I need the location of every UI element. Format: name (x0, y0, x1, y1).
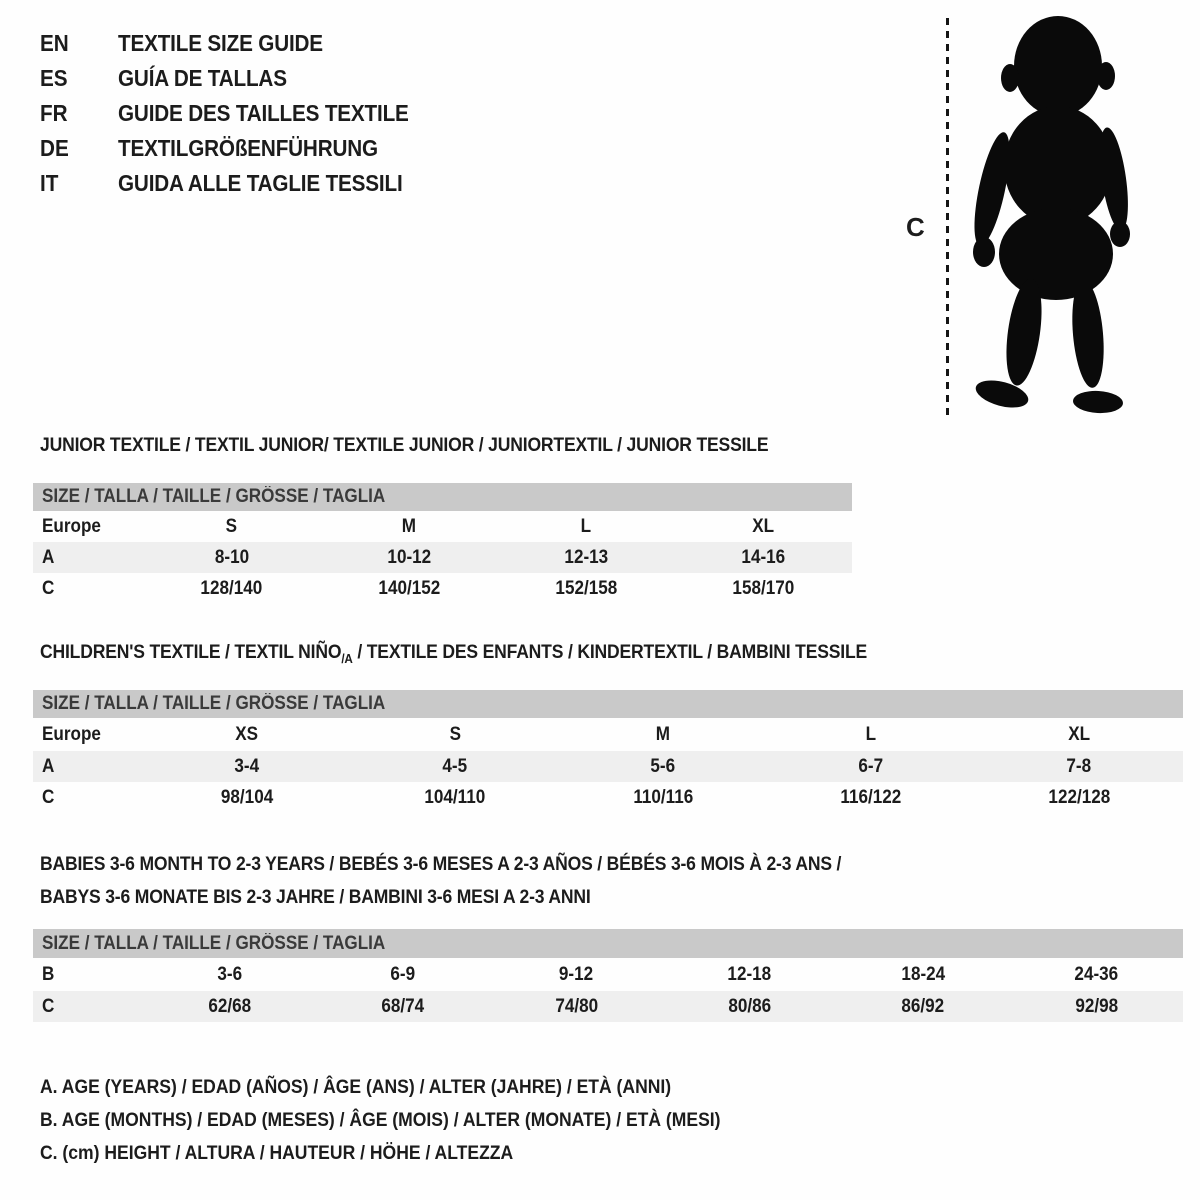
table-row-height (33, 991, 1183, 1022)
lang-code: EN (40, 30, 69, 56)
size-cell: 14-16 (741, 546, 786, 568)
size-cell: 122/128 (1048, 787, 1110, 808)
babies-title-line2: BABYS 3-6 MONATE BIS 2-3 JAHRE / BAMBINI 3-6 MESI A 2-3 ANNI (40, 886, 591, 908)
size-cell: 9-12 (559, 963, 594, 985)
size-cell: XL (752, 515, 775, 537)
size-header-band (33, 929, 1183, 958)
section-title-children (40, 641, 959, 666)
size-cell: 6-9 (390, 963, 416, 985)
legend-footnotes (40, 1071, 796, 1170)
row-label: Europe (42, 723, 101, 745)
size-cell: M (655, 723, 671, 745)
row-label: C (42, 787, 55, 808)
row-label: C (42, 577, 55, 599)
size-cell: 152/158 (555, 577, 618, 599)
lang-title: GUIDE DES TAILLES TEXTILE (118, 100, 409, 126)
size-cell: 62/68 (208, 995, 252, 1017)
size-cell: 24-36 (1074, 963, 1119, 985)
lang-title: TEXTILGRÖßENFÜHRUNG (118, 135, 378, 161)
row-label: Europe (42, 515, 101, 537)
footnote-a: A. AGE (YEARS) / EDAD (AÑOS) / ÂGE (ANS) / ALTER (JAHRE) / ETÀ (ANNI) (40, 1076, 672, 1098)
size-header-text: SIZE / TALLA / TAILLE / GRÖSSE / TAGLIA (42, 486, 386, 507)
lang-code: ES (40, 65, 68, 91)
size-cell: 3-4 (234, 755, 260, 777)
size-cell: 74/80 (554, 995, 598, 1017)
table-row-height (33, 573, 852, 604)
size-cell: L (865, 723, 877, 745)
size-cell: 12-13 (564, 546, 608, 568)
size-cell: 18-24 (901, 963, 945, 985)
row-label: A (42, 546, 55, 568)
lang-row-it (40, 166, 441, 201)
size-cell: 7-8 (1066, 755, 1092, 777)
size-cell: 4-5 (442, 755, 468, 777)
height-measure-label: C (906, 212, 925, 242)
babies-title-line1: BABIES 3-6 MONTH TO 2-3 YEARS / BEBÉS 3-6 MESES A 2-3 AÑOS / BÉBÉS 3-6 MOIS À 2-3 ANS / (40, 853, 842, 875)
lang-title: TEXTILE SIZE GUIDE (118, 30, 323, 56)
size-cell: 110/116 (633, 787, 693, 808)
table-row-europe (33, 718, 1183, 751)
lang-title: GUÍA DE TALLAS (118, 65, 287, 91)
size-header-text: SIZE / TALLA / TAILLE / GRÖSSE / TAGLIA (42, 693, 386, 714)
size-table-babies (33, 929, 1183, 1022)
size-cell: 5-6 (650, 755, 676, 777)
size-table-junior (33, 483, 852, 604)
size-cell: S (449, 723, 461, 745)
section-title-junior-text: JUNIOR TEXTILE / TEXTIL JUNIOR/ TEXTILE JUNIOR / JUNIORTEXTIL / JUNIOR TESSILE (40, 434, 769, 456)
lang-code: FR (40, 100, 68, 126)
footnote-b: B. AGE (MONTHS) / EDAD (MESES) / ÂGE (MOIS) / ALTER (MONATE) / ETÀ (MESI) (40, 1109, 721, 1131)
table-row-age-months (33, 958, 1183, 991)
size-cell: 10-12 (386, 546, 431, 568)
row-label: B (42, 963, 55, 985)
table-row-age (33, 751, 1183, 782)
size-cell: 98/104 (220, 787, 274, 808)
lang-row-es (40, 61, 441, 96)
table-row-europe (33, 511, 852, 542)
size-cell: M (401, 515, 416, 537)
section-title-junior (40, 434, 849, 457)
size-cell: 6-7 (858, 755, 884, 777)
language-title-list (40, 26, 441, 201)
size-header-band (33, 483, 852, 511)
nino-a-subscript: /A (341, 651, 353, 666)
size-cell: 104/110 (424, 787, 486, 808)
height-dashed-line (946, 18, 949, 416)
lang-row-de (40, 131, 441, 166)
size-cell: 128/140 (200, 577, 263, 599)
size-cell: 3-6 (217, 963, 243, 985)
lang-row-fr (40, 96, 441, 131)
size-cell: 12-18 (727, 963, 772, 985)
size-cell: 140/152 (377, 577, 440, 599)
size-cell: 158/170 (732, 577, 795, 599)
row-label: A (42, 755, 55, 777)
size-cell: L (580, 515, 592, 537)
size-header-band (33, 690, 1183, 718)
footnote-c: C. (cm) HEIGHT / ALTURA / HAUTEUR / HÖHE / ALTEZZA (40, 1142, 514, 1164)
table-row-age (33, 542, 852, 573)
size-table-children (33, 690, 1183, 814)
section-title-children-text: CHILDREN'S TEXTILE / TEXTIL $NIÑO_{/A}$ / TEXTILE DES ENFANTS / KINDERTEXTIL / BAMBINI TESSILE (40, 641, 868, 666)
size-cell: 80/86 (728, 995, 772, 1017)
lang-title: GUIDA ALLE TAGLIE TESSILI (118, 170, 403, 196)
size-cell: S (225, 515, 238, 537)
size-cell: XL (1068, 723, 1090, 745)
size-cell: 86/92 (901, 995, 945, 1017)
lang-code: IT (40, 170, 59, 196)
lang-row-en (40, 26, 441, 61)
row-label: C (42, 995, 55, 1017)
lang-code: DE (40, 135, 69, 161)
table-row-height (33, 782, 1183, 814)
size-cell: 116/122 (840, 787, 902, 808)
size-cell: XS (235, 723, 259, 745)
size-cell: 92/98 (1074, 995, 1118, 1017)
toddler-silhouette-icon (962, 14, 1140, 416)
size-cell: 8-10 (214, 546, 249, 568)
size-cell: 68/74 (381, 995, 425, 1017)
section-title-babies (40, 848, 930, 914)
size-header-text: SIZE / TALLA / TAILLE / GRÖSSE / TAGLIA (42, 932, 386, 954)
